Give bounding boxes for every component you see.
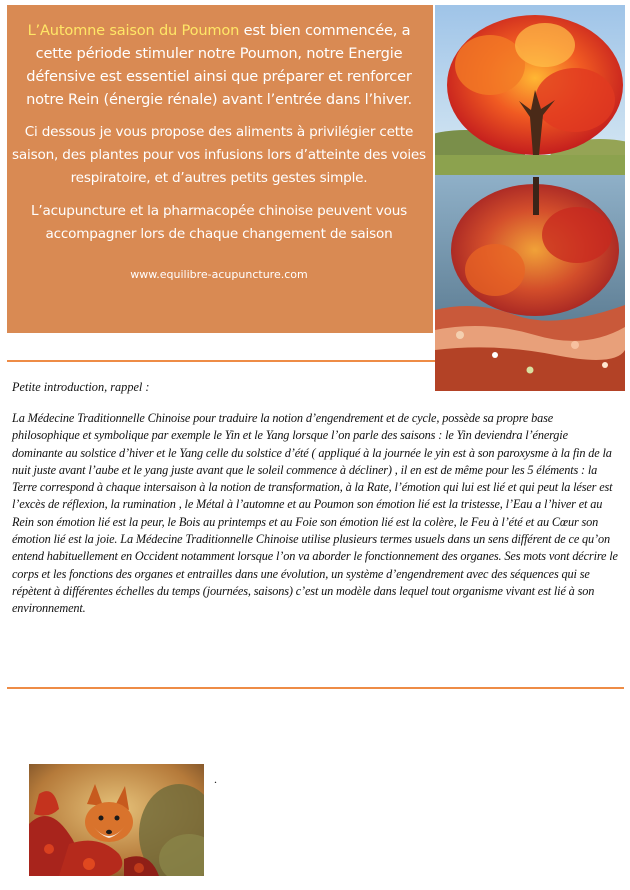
intro-heading: Petite introduction, rappel : [12, 380, 150, 394]
banner-lead-text [9, 19, 429, 111]
fox-photo [29, 764, 204, 876]
banner-lead-rest: est bien commencée, a cette période stimuler notre Poumon, notre Energie défensive est essentiel ainsi que préparer et renforcer notre Rein (énergie rénale) avant l’entrée dans l’hiver. [26, 22, 412, 108]
banner-paragraph-acupuncture: L’acupuncture et la pharmacopée chinoise peuvent vous accompagner lors de chaque changement de saison [30, 203, 408, 242]
intro-banner [7, 5, 433, 333]
season-highlight: L’Automne saison du Poumon [27, 22, 240, 39]
section-divider-bottom [7, 687, 624, 689]
trailing-mark: . [214, 772, 217, 786]
intro-body-text: La Médecine Traditionnelle Chinoise pour traduire la notion d’engendrement et de cycle, possède sa propre base philosophique et symbolique par exemple le Yin et le Yang lorsque l’on parle des saisons : le Yin deviendra l’énergie dominante au solstice d’hiver et le Yang celle du solstice d’été ( appliqué à la journée le yin est à son paroxysme à la fin de la nuit juste avant l’aube et le yang juste avant que le soleil commence à décliner) , il en est de même pour les 5 éléments : la Terre correspond à chaque intersaison à la notion de transformation, à la Rate, l’émotion qui lui est lié et qui peut la léser est l’excès de réflexion, la rumination , le Métal à l’automne et au Poumon son émotion lié est la tristesse, l’Eau a l’hiver et au Rein son émotion lié est la peur, le Bois au printemps et au Foie son émotion lié est la colère, le Feu à l’été et au Cœur son émotion lié est la joie. La Médecine Traditionnelle Chinoise utilise plusieurs termes usuels dans un sens différent de ce qu’on entend habituellement en Occident notamment lorsque l’on va aborder le fonctionnement des organes. Ses mots vont décrire le corps et les fonctions des organes et entrailles dans une évolution, un système d’engendrement avec des séquences qui se répètent à différentes échelles du temps (journées, saisons) c’est un modèle dans lequel tout organisme vivant est lié à son environnement. [12, 411, 618, 616]
website-link[interactable]: www.equilibre-acupuncture.com [130, 268, 308, 281]
section-divider-top [7, 360, 435, 362]
autumn-tree-photo [435, 5, 625, 391]
banner-paragraph-foods: Ci dessous je vous propose des aliments à privilégier cette saison, des plantes pour vos infusions lors d’atteinte des voies respiratoire, et d’autres petits gestes simple. [12, 124, 426, 186]
